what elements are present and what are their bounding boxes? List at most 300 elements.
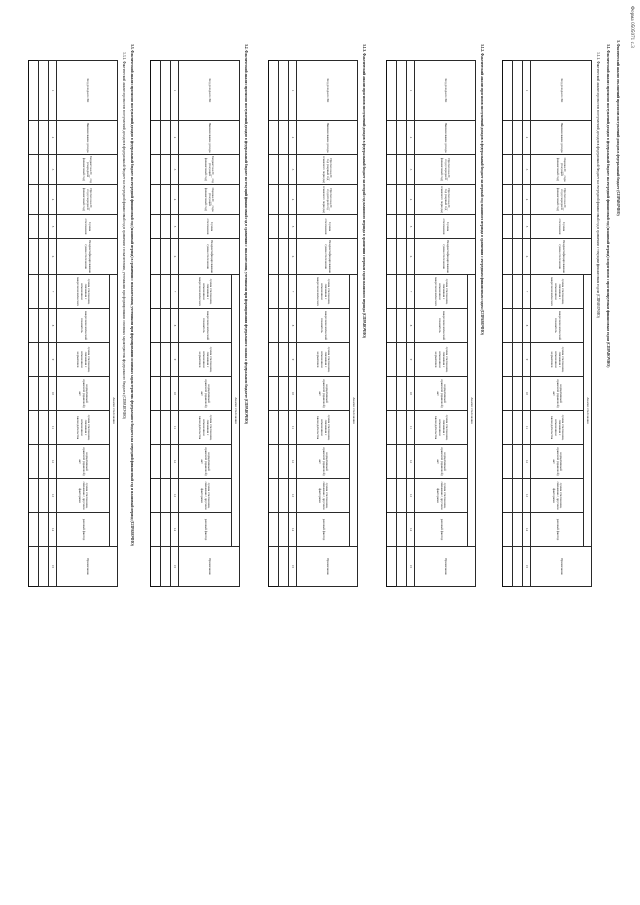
column-header: Наименование дохода <box>297 121 358 155</box>
column-number: 3 <box>171 155 179 185</box>
table-cell <box>29 445 39 479</box>
column-number: 7 <box>407 275 415 309</box>
table-cell <box>279 479 289 513</box>
table-cell <box>513 61 523 121</box>
column-number: 6 <box>407 239 415 275</box>
subcolumn-header: сумма отклонения, связанная с изменением законодательства <box>297 411 350 445</box>
section-heading: 3.2. Фактический анализ прогнозов поступлений доходов в федеральный бюджет на текущий финансовый год в сравнении с показателями, учтенными при формировании федерального закона о федеральном бюджете (СПРАВОЧНО) <box>244 44 248 425</box>
deviation-analysis-table <box>502 60 592 587</box>
column-number: 2 <box>49 121 57 155</box>
table-cell <box>161 215 171 239</box>
column-header: Прогноз на 20__ год (очередной финансовый год) <box>415 155 476 185</box>
table-cell <box>269 343 279 377</box>
column-number: 13 <box>289 479 297 513</box>
subcolumn-header: нормативный правовой (правовой) акт <box>415 377 468 411</box>
table-cell <box>513 155 523 185</box>
column-number: 12 <box>523 445 531 479</box>
column-header: Код дохода по БК <box>297 61 358 121</box>
subcolumn-header: нормативный правовой (правовой) акт <box>297 377 350 411</box>
section-heading: 3.1.3. Фактический анализ прогнозов поступлений доходов в федеральный бюджет на второй год планового периода в сравнении с первым годом планового периода (СПРАВОЧНО) <box>362 44 366 339</box>
column-header: Наименование дохода <box>57 121 118 155</box>
column-header: Сумма отклонения <box>415 215 476 239</box>
table-cell <box>387 121 397 155</box>
table-cell <box>29 275 39 309</box>
table-cell <box>161 411 171 445</box>
table-cell <box>513 275 523 309</box>
group-header: Анализ отклонения <box>584 275 592 547</box>
column-number: 14 <box>171 513 179 547</box>
subcolumn-header: нормативный правовой (правовой) акт <box>57 377 110 411</box>
table-cell <box>29 377 39 411</box>
table-cell <box>387 513 397 547</box>
column-header: Прогноз на 20__ год (первый год планового периода) <box>297 155 358 185</box>
subcolumn-header: макроэкономический показатель <box>531 309 584 343</box>
group-header: Анализ отклонения <box>350 275 358 547</box>
table-row <box>39 61 49 587</box>
total-row <box>387 61 397 587</box>
column-number: 12 <box>289 445 297 479</box>
table-cell <box>387 155 397 185</box>
table-cell <box>503 121 513 155</box>
column-number: 3 <box>289 155 297 185</box>
column-number: 13 <box>49 479 57 513</box>
column-number: 8 <box>407 309 415 343</box>
table-cell <box>279 121 289 155</box>
table-cell <box>397 479 407 513</box>
table-cell <box>161 121 171 155</box>
column-header: Наименование дохода <box>531 121 592 155</box>
header-row <box>350 61 358 587</box>
column-number: 5 <box>407 215 415 239</box>
total-row <box>503 61 513 587</box>
subcolumn-header: разовый фактор <box>179 513 232 547</box>
subcolumn-header: сумма отклонения, связанная с изменением законодательства <box>415 411 468 445</box>
column-number: 3 <box>523 155 531 185</box>
table-cell <box>513 513 523 547</box>
table-cell <box>39 121 49 155</box>
group-header: Анализ отклонения <box>110 275 118 547</box>
column-number: 6 <box>171 239 179 275</box>
deviation-analysis-table <box>150 60 240 587</box>
table-cell <box>387 61 397 121</box>
subcolumn-header: сумма отклонения, связанная с изменением законодательства <box>531 411 584 445</box>
column-header: Сумма отклонения <box>57 215 118 239</box>
table-cell <box>503 239 513 275</box>
column-header: Наименование дохода <box>415 121 476 155</box>
column-number: 14 <box>49 513 57 547</box>
table-cell <box>279 185 289 215</box>
column-number: 2 <box>523 121 531 155</box>
subcolumn-header: макроэкономический показатель <box>297 309 350 343</box>
table-cell <box>503 275 513 309</box>
column-number: 13 <box>171 479 179 513</box>
table-cell <box>269 513 279 547</box>
table-cell <box>397 185 407 215</box>
table-cell <box>503 411 513 445</box>
column-number: 2 <box>289 121 297 155</box>
subcolumn-header: нормативный правовой (правовой) акт <box>57 445 110 479</box>
total-row <box>151 61 161 587</box>
subcolumn-header: нормативный правовой (правовой) акт <box>297 445 350 479</box>
table-cell <box>269 479 279 513</box>
subcolumn-header: сумма отклонения, связанная с изменением законодательства <box>57 411 110 445</box>
column-number: 1 <box>289 61 297 121</box>
column-header: Сумма отклонения <box>297 215 358 239</box>
section-heading: 3.1. Фактический анализ прогнозов поступлений доходов в федеральный бюджет на очередной финансовый год (плановый период) и прогнозов с прогнозируемым финансовым годом (СПРАВОЧНО) <box>606 44 610 368</box>
table-cell <box>279 377 289 411</box>
column-header: Примечание <box>531 547 592 587</box>
table-cell <box>151 343 161 377</box>
table-cell <box>39 377 49 411</box>
table-cell <box>39 155 49 185</box>
table-cell <box>279 445 289 479</box>
table-cell <box>161 547 171 587</box>
subcolumn-header: сумма отклонения, связанная с изменением макроэкономических <box>179 275 232 309</box>
column-number-row <box>171 61 179 587</box>
column-number: 9 <box>407 343 415 377</box>
table-cell <box>269 411 279 445</box>
table-cell <box>513 309 523 343</box>
table-cell <box>513 121 523 155</box>
table-cell <box>397 155 407 185</box>
table-cell <box>397 445 407 479</box>
table-cell <box>387 239 397 275</box>
table-cell <box>387 343 397 377</box>
subcolumn-header: разовый фактор <box>415 513 468 547</box>
column-header: Код дохода по БК <box>415 61 476 121</box>
table-cell <box>397 411 407 445</box>
subcolumn-header: сумма отклонения, связанная с другими факторами <box>415 479 468 513</box>
column-number: 10 <box>523 377 531 411</box>
table-cell <box>503 343 513 377</box>
column-number: 4 <box>523 185 531 215</box>
column-number: 6 <box>523 239 531 275</box>
column-header: Наименование дохода <box>179 121 240 155</box>
table-row <box>513 61 523 587</box>
table-cell <box>29 155 39 185</box>
column-number: 14 <box>289 513 297 547</box>
column-number: 12 <box>171 445 179 479</box>
table-cell <box>387 445 397 479</box>
column-number: 1 <box>407 61 415 121</box>
table-cell <box>503 185 513 215</box>
column-number-row <box>49 61 57 587</box>
table-cell <box>503 61 513 121</box>
column-number: 7 <box>171 275 179 309</box>
table-cell <box>29 121 39 155</box>
table-cell <box>29 547 39 587</box>
table-cell <box>503 513 513 547</box>
table-cell <box>269 155 279 185</box>
column-number: 4 <box>171 185 179 215</box>
subcolumn-header: нормативный правовой (правовой) акт <box>415 445 468 479</box>
column-number: 13 <box>523 479 531 513</box>
table-row <box>161 61 171 587</box>
deviation-analysis-table <box>386 60 476 587</box>
column-number: 10 <box>289 377 297 411</box>
table-cell <box>161 309 171 343</box>
table-cell <box>513 343 523 377</box>
table-cell <box>269 377 279 411</box>
column-number: 14 <box>407 513 415 547</box>
column-number: 6 <box>289 239 297 275</box>
table-cell <box>39 275 49 309</box>
table-cell <box>503 377 513 411</box>
section-heading: 3.1.1. Фактический анализ прогнозов поступлений доходов в федеральный бюджет на очередной финансовый год в сравнении с текущим финансовым годом (СПРАВОЧНО) <box>596 52 600 318</box>
table-cell <box>387 309 397 343</box>
table-cell <box>161 343 171 377</box>
column-number: 8 <box>523 309 531 343</box>
form-number: Форма 0505071 с.3 <box>629 6 634 48</box>
section-heading: 3.1.2. Фактический анализ прогнозов поступлений доходов в федеральный бюджет на первый год планового периода в сравнении с очередным финансовым годом (СПРАВОЧНО) <box>480 44 484 335</box>
subcolumn-header: сумма отклонения, связанная с изменением нормативов <box>57 343 110 377</box>
subcolumn-header: нормативный правовой (правовой) акт <box>179 445 232 479</box>
table-cell <box>513 445 523 479</box>
table-row <box>279 61 289 587</box>
column-number: 10 <box>49 377 57 411</box>
table-cell <box>387 215 397 239</box>
header-row <box>232 61 240 587</box>
table-row <box>397 61 407 587</box>
table-cell <box>151 513 161 547</box>
table-cell <box>151 215 161 239</box>
table-cell <box>39 343 49 377</box>
subcolumn-header: сумма отклонения, связанная с другими факторами <box>297 479 350 513</box>
column-number: 15 <box>523 547 531 587</box>
column-header: Прогноз на 20__ год (очередной финансовый год) <box>57 185 118 215</box>
subcolumn-header: сумма отклонения, связанная с другими факторами <box>531 479 584 513</box>
section-3-title: 3. Фактический анализ отклонений прогнозов поступлений доходов в федеральный бюджет (СПРАВОЧНО) <box>616 40 620 216</box>
table-cell <box>387 185 397 215</box>
table-cell <box>29 239 39 275</box>
table-cell <box>397 239 407 275</box>
table-cell <box>513 547 523 587</box>
column-number: 4 <box>289 185 297 215</box>
table-cell <box>503 155 513 185</box>
table-cell <box>279 61 289 121</box>
table-cell <box>513 185 523 215</box>
column-header: Прогноз на 20__ год (второй год планового периода) <box>297 185 358 215</box>
column-header: Неидентифицированная сумма отклонения <box>179 239 240 275</box>
column-number: 5 <box>171 215 179 239</box>
table-cell <box>513 479 523 513</box>
subcolumn-header: макроэкономический показатель <box>415 309 468 343</box>
column-header: Неидентифицированная сумма отклонения <box>57 239 118 275</box>
column-number: 3 <box>407 155 415 185</box>
column-number: 4 <box>49 185 57 215</box>
table-cell <box>39 513 49 547</box>
table-cell <box>29 215 39 239</box>
table-cell <box>279 275 289 309</box>
subcolumn-header: сумма отклонения, связанная с изменением нормативов <box>297 343 350 377</box>
table-cell <box>29 513 39 547</box>
table-cell <box>151 239 161 275</box>
table-cell <box>269 215 279 239</box>
group-header: Анализ отклонения <box>232 275 240 547</box>
subcolumn-header: разовый фактор <box>57 513 110 547</box>
table-cell <box>513 239 523 275</box>
table-cell <box>161 155 171 185</box>
table-cell <box>397 275 407 309</box>
column-header: Код дохода по БК <box>531 61 592 121</box>
subcolumn-header: сумма отклонения, связанная с изменением макроэкономических <box>415 275 468 309</box>
column-header: Код дохода по БК <box>57 61 118 121</box>
table-cell <box>39 411 49 445</box>
table-cell <box>279 343 289 377</box>
column-number: 11 <box>49 411 57 445</box>
column-number: 9 <box>523 343 531 377</box>
table-cell <box>269 185 279 215</box>
column-header: Неидентифицированная сумма отклонения <box>297 239 358 275</box>
column-number: 7 <box>289 275 297 309</box>
column-number: 11 <box>407 411 415 445</box>
table-cell <box>397 513 407 547</box>
table-cell <box>503 479 513 513</box>
column-number: 5 <box>523 215 531 239</box>
table-cell <box>387 411 397 445</box>
table-cell <box>39 445 49 479</box>
column-number: 10 <box>171 377 179 411</box>
table-cell <box>151 185 161 215</box>
column-number: 15 <box>49 547 57 587</box>
table-cell <box>151 275 161 309</box>
column-header: Сумма отклонения <box>179 215 240 239</box>
table-cell <box>397 377 407 411</box>
table-cell <box>151 445 161 479</box>
column-number: 5 <box>289 215 297 239</box>
column-number: 1 <box>523 61 531 121</box>
column-number: 11 <box>523 411 531 445</box>
table-cell <box>161 513 171 547</box>
subcolumn-header: сумма отклонения, связанная с другими факторами <box>57 479 110 513</box>
subcolumn-header: сумма отклонения, связанная с изменением нормативов <box>415 343 468 377</box>
table-cell <box>503 547 513 587</box>
table-cell <box>503 215 513 239</box>
table-cell <box>161 61 171 121</box>
table-cell <box>29 185 39 215</box>
column-number: 1 <box>171 61 179 121</box>
column-number: 15 <box>289 547 297 587</box>
table-cell <box>269 275 279 309</box>
column-number: 15 <box>171 547 179 587</box>
column-number: 11 <box>171 411 179 445</box>
column-header: Примечание <box>415 547 476 587</box>
column-header: Неидентифицированная сумма отклонения <box>415 239 476 275</box>
section-heading: 3.3.1. Фактический анализ прогнозов поступлений доходов в федеральный бюджет на очередной финансовый год в сравнении с показателями, учтенными при формировании основных характеристик федерального бюджета (СПРАВОЧНО) <box>122 52 126 420</box>
column-number: 8 <box>49 309 57 343</box>
table-cell <box>161 377 171 411</box>
subcolumn-header: сумма отклонения, связанная с изменением макроэкономических <box>531 275 584 309</box>
table-cell <box>503 445 513 479</box>
column-header: Бюджет на 20__ год (текущий финансовый год) <box>179 155 240 185</box>
table-cell <box>151 479 161 513</box>
table-cell <box>151 61 161 121</box>
column-number: 9 <box>289 343 297 377</box>
table-cell <box>513 215 523 239</box>
header-row <box>584 61 592 587</box>
header-row <box>110 61 118 587</box>
table-cell <box>387 377 397 411</box>
column-number-row <box>407 61 415 587</box>
table-cell <box>151 309 161 343</box>
table-cell <box>39 61 49 121</box>
column-number: 4 <box>407 185 415 215</box>
section-heading: 3.3. Фактический анализ прогнозов поступлений доходов в федеральный бюджет на очередной финансовый год (плановый период) в сравнении с показателями, учтенными при формировании основных характеристик федерального бюджета на очередной финансовый год и плановый период (СПРАВОЧНО) <box>130 44 134 546</box>
table-cell <box>269 121 279 155</box>
table-cell <box>269 445 279 479</box>
column-number: 3 <box>49 155 57 185</box>
table-cell <box>279 547 289 587</box>
column-header: Сумма отклонения <box>531 215 592 239</box>
subcolumn-header: нормативный правовой (правовой) акт <box>179 377 232 411</box>
column-number: 2 <box>407 121 415 155</box>
total-row <box>269 61 279 587</box>
column-header: Оценка 20__ года (текущий финансовый год) <box>531 155 592 185</box>
table-cell <box>29 61 39 121</box>
column-header: Оценка 20__ года (текущий финансовый год) <box>179 185 240 215</box>
column-number: 12 <box>407 445 415 479</box>
table-cell <box>29 343 39 377</box>
column-number: 8 <box>289 309 297 343</box>
table-cell <box>397 547 407 587</box>
subcolumn-header: сумма отклонения, связанная с изменением нормативов <box>179 343 232 377</box>
table-cell <box>151 411 161 445</box>
table-cell <box>29 309 39 343</box>
table-cell <box>387 275 397 309</box>
table-cell <box>513 377 523 411</box>
subcolumn-header: сумма отклонения, связанная с изменением законодательства <box>179 411 232 445</box>
column-number: 14 <box>523 513 531 547</box>
column-number: 7 <box>49 275 57 309</box>
column-number: 11 <box>289 411 297 445</box>
column-header: Бюджет на 20__ год (очередной финансовый год) <box>57 155 118 185</box>
table-cell <box>151 121 161 155</box>
table-cell <box>397 121 407 155</box>
table-cell <box>151 377 161 411</box>
table-cell <box>39 479 49 513</box>
table-cell <box>161 445 171 479</box>
subcolumn-header: разовый фактор <box>531 513 584 547</box>
header-row <box>468 61 476 587</box>
table-cell <box>151 155 161 185</box>
table-cell <box>279 309 289 343</box>
table-cell <box>279 513 289 547</box>
column-number: 2 <box>171 121 179 155</box>
table-cell <box>279 239 289 275</box>
column-number-row <box>523 61 531 587</box>
table-cell <box>397 215 407 239</box>
subcolumn-header: сумма отклонения, связанная с другими факторами <box>179 479 232 513</box>
subcolumn-header: макроэкономический показатель <box>57 309 110 343</box>
column-number: 13 <box>407 479 415 513</box>
column-number: 12 <box>49 445 57 479</box>
column-header: Неидентифицированная сумма отклонения <box>531 239 592 275</box>
column-header: Прогноз на 20__ год (первый год планового периода) <box>415 185 476 215</box>
column-number: 1 <box>49 61 57 121</box>
column-header: Прогноз на 20__ год (очередной финансовый год) <box>531 185 592 215</box>
column-header: Примечание <box>179 547 240 587</box>
table-cell <box>397 61 407 121</box>
column-number: 8 <box>171 309 179 343</box>
column-number: 5 <box>49 215 57 239</box>
column-number: 6 <box>49 239 57 275</box>
deviation-analysis-table <box>28 60 118 587</box>
table-cell <box>279 411 289 445</box>
group-header: Анализ отклонения <box>468 275 476 547</box>
table-cell <box>39 239 49 275</box>
table-cell <box>39 215 49 239</box>
table-cell <box>161 239 171 275</box>
